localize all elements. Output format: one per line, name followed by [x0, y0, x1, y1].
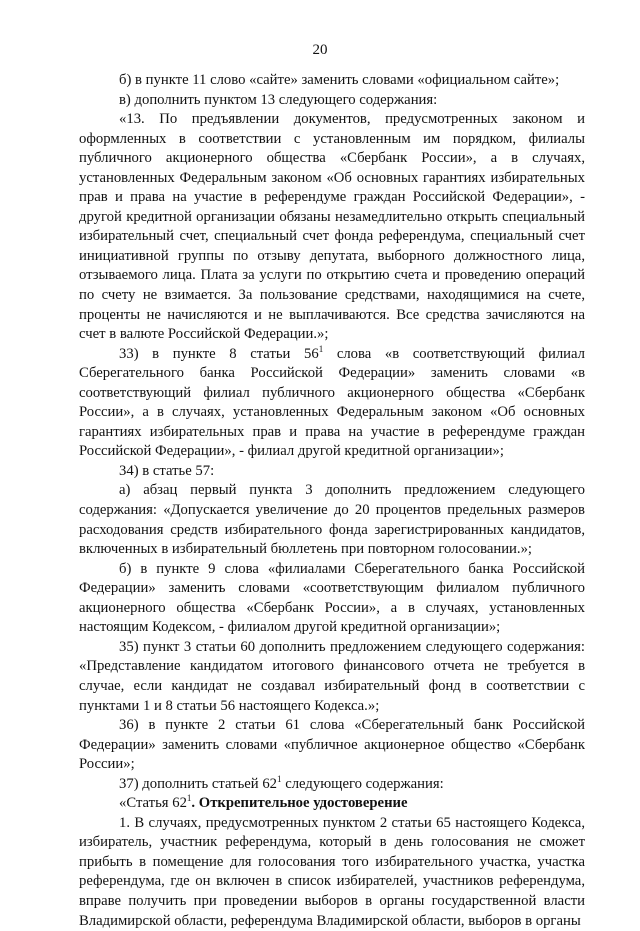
superscript: 1	[277, 773, 282, 784]
item-37-lead: 37) дополнить статьей 62	[119, 775, 278, 792]
paragraph-amend-b: б) в пункте 11 слово «сайте» заменить словами «официальном сайте»;	[119, 72, 560, 88]
article-heading-prefix: «Статья 62	[119, 795, 187, 812]
page-number: 20	[312, 42, 328, 58]
article-heading-title: . Открепительное удостоверение	[191, 795, 408, 812]
paragraph-point-13: «13. По предъявлении документов, предусмотренных законом и оформленных в соответствии с установленным им порядком, филиалы публичного акционерного общества «Сбербанк России», а в случаях, установленных Федеральным законом «Об основных гарантиях избирательных прав и права на участие в референдуме граждан Российской Федерации», - другой кредитной организации обязаны незамедлительно открыть специальный избирательный счет, специальный счет фонда референдума, специальный счет инициативной группы по отзыву депутата, выборного должностного лица, отзываемого лица. Плата за услуги по открытию счета и проведению операций по счету не взимается. За пользование средствами, находящимися на счете, проценты не начисляются и не выплачиваются. Все средства зачисляются на счет в валюте Российской Федерации.»;	[79, 111, 585, 343]
item-33-text: слова «в соответствующий филиал Сберегательного банка Российской Федерации» заменить словами «в соответствующий филиал публичного акционерного общества «Сбербанк России», а в случаях, установленных Федеральным законом «Об основных гарантиях избирательных прав и права на участие в референдуме граждан Российской Федерации», - филиал другой кредитной организации»;	[79, 345, 585, 460]
item-37-text: следующего содержания:	[281, 775, 444, 792]
paragraph-item-34: 34) в статье 57:	[119, 462, 215, 479]
superscript: 1	[318, 343, 324, 354]
paragraph-item-37	[79, 775, 585, 795]
item-33-lead: 33) в пункте 8 статьи 56	[119, 345, 319, 362]
paragraph-item-33	[79, 345, 585, 462]
paragraph-article-point-1: 1. В случаях, предусмотренных пунктом 2 статьи 65 настоящего Кодекса, избиратель, участник референдума, который в день голосования не сможет прибыть в помещение для голосования того избирательного участка, участка референдума, где он включен в список избирателей, участников референдума, вправе получить при проведении выборов в органы государственной власти Владимирской области, референдума Владимирской области, выборов в органы	[79, 814, 585, 929]
paragraph-item-35: 35) пункт 3 статьи 60 дополнить предложением следующего содержания: «Представление кандидатом итогового финансового отчета не требуется в случае, если кандидат не создавал избирательный фонд в соответствии с пунктами 1 и 8 статьи 56 настоящего Кодекса.»;	[79, 638, 585, 714]
article-heading	[79, 794, 585, 814]
document-body	[79, 71, 585, 931]
paragraph-amend-v: в) дополнить пунктом 13 следующего содержания:	[119, 91, 438, 108]
paragraph-item-34a: а) абзац первый пункта 3 дополнить предложением следующего содержания: «Допускается увеличение до 20 процентов предельных размеров расходования средств избирательного фонда зарегистрированных кандидатов, включенных в избирательный бюллетень при повторном голосовании.»;	[79, 482, 585, 558]
paragraph-item-34b: б) в пункте 9 слова «филиалами Сберегательного банка Российской Федерации» заменить словами «соответствующим филиалом публичного акционерного общества «Сбербанк России», а в случаях, установленных настоящим Кодексом, - филиалом другой кредитной организации»;	[79, 560, 585, 636]
superscript: 1	[186, 793, 192, 804]
paragraph-item-36: 36) в пункте 2 статьи 61 слова «Сберегательный банк Российской Федерации» заменить словами «публичное акционерное общество «Сбербанк России»;	[79, 717, 585, 773]
